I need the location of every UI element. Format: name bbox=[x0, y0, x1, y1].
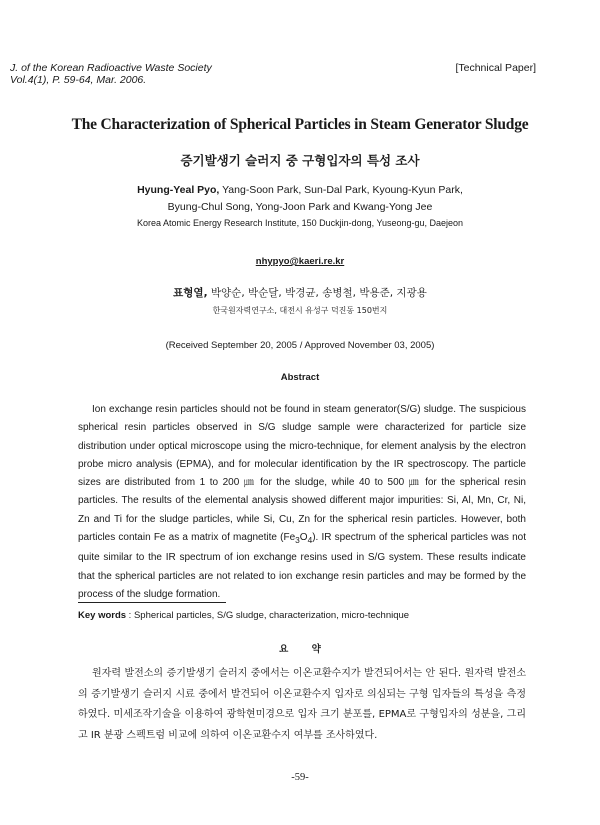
author-line-2: Byung-Chul Song, Yong-Joon Park and Kwang-Yong Jee bbox=[167, 201, 433, 213]
co-authors-korean: 박양순, 박순달, 박경균, 송병철, 박용준, 지광용 bbox=[207, 287, 427, 299]
journal-volume: Vol.4(1), P. 59-64, Mar. 2006. bbox=[10, 74, 147, 86]
journal-name: J. of the Korean Radioactive Waste Society bbox=[10, 62, 212, 74]
paper-title-korean: 증기발생기 슬러지 중 구형입자의 특성 조사 bbox=[180, 153, 420, 168]
abstract-heading: Abstract bbox=[280, 372, 320, 383]
journal-citation bbox=[10, 62, 212, 86]
abstract-body bbox=[78, 401, 526, 604]
abstract-paragraph: Ion exchange resin particles should not be found in steam generator(S/G) sludge. The suspicious spherical resin particles observed in S/G sludge sample were characterized for particle size distribution under optical microscope using the micro-technique, for element analysis by the electron probe micro analysis (EPMA), and for molecular identification by the IR spectroscopy. The particle sizes are distributed from 1 to 200 ㎛ for the sludge, while 40 to 500 ㎛ for the spherical resin particles. The results of the elemental analysis showed different major impurities: Si, Al, Mn, Cr, Ni, Zn and Ti for the sludge particles, while Si, Cu, Zn for the spherical resin particles. However, both particles contain Fe as a matrix of magnetite $(Fe_3O_4)$. IR spectrum of the spherical particles was not quite similar to the IR spectrum of ion exchange resins used in S/G system. These results indicate that the spherical particles are not related to ion exchange resin particles and may be formed by the process of the sludge formation. bbox=[78, 404, 526, 600]
page-number: -59- bbox=[291, 772, 309, 783]
affiliation-korean: 한국원자력연구소, 대전시 유성구 덕진동 150번지 bbox=[212, 306, 388, 315]
lead-author-korean: 표형열, bbox=[173, 287, 208, 299]
abstract-korean-heading: 요 약 bbox=[279, 644, 331, 655]
keywords bbox=[78, 610, 409, 621]
author-line-1 bbox=[0, 182, 600, 199]
received-dates: (Received September 20, 2005 / Approved November 03, 2005) bbox=[165, 340, 435, 351]
keywords-text: : Spherical particles, S/G sludge, characterization, micro-technique bbox=[126, 610, 410, 621]
co-authors-1: Yang-Soon Park, Sun-Dal Park, Kyoung-Kyun Park, bbox=[219, 184, 463, 196]
author-list bbox=[0, 182, 600, 216]
contact-email[interactable]: nhypyo@kaeri.re.kr bbox=[255, 256, 345, 267]
keywords-label: Key words bbox=[78, 610, 127, 621]
paper-title: The Characterization of Spherical Particles in Steam Generator Sludge bbox=[71, 116, 529, 133]
lead-author: Hyung-Yeal Pyo, bbox=[137, 184, 220, 196]
paper-type-label: [Technical Paper] bbox=[455, 62, 536, 74]
affiliation: Korea Atomic Energy Research Institute, 150 Duckjin-dong, Yuseong-gu, Daejeon bbox=[136, 218, 464, 228]
keywords-divider bbox=[78, 602, 226, 603]
abstract-korean-paragraph: 원자력 발전소의 증기발생기 슬러지 중에서는 이온교환수지가 발견되어서는 안 된다. 원자력 발전소의 증기발생기 슬러지 시료 중에서 발견되어 이온교환수지 입자로 의심되는 구형 입자들의 특성을 측정하였다. 미세조작기술을 이용하여 광학현미경으로 입자 크기 분포를, EPMA로 구형입자의 성분을, 그리고 IR 분광 스펙트럼 비교에 의하여 이온교환수지 여부를 조사하였다. bbox=[78, 668, 526, 741]
abstract-korean-body bbox=[78, 664, 526, 746]
author-list-korean bbox=[0, 285, 600, 300]
